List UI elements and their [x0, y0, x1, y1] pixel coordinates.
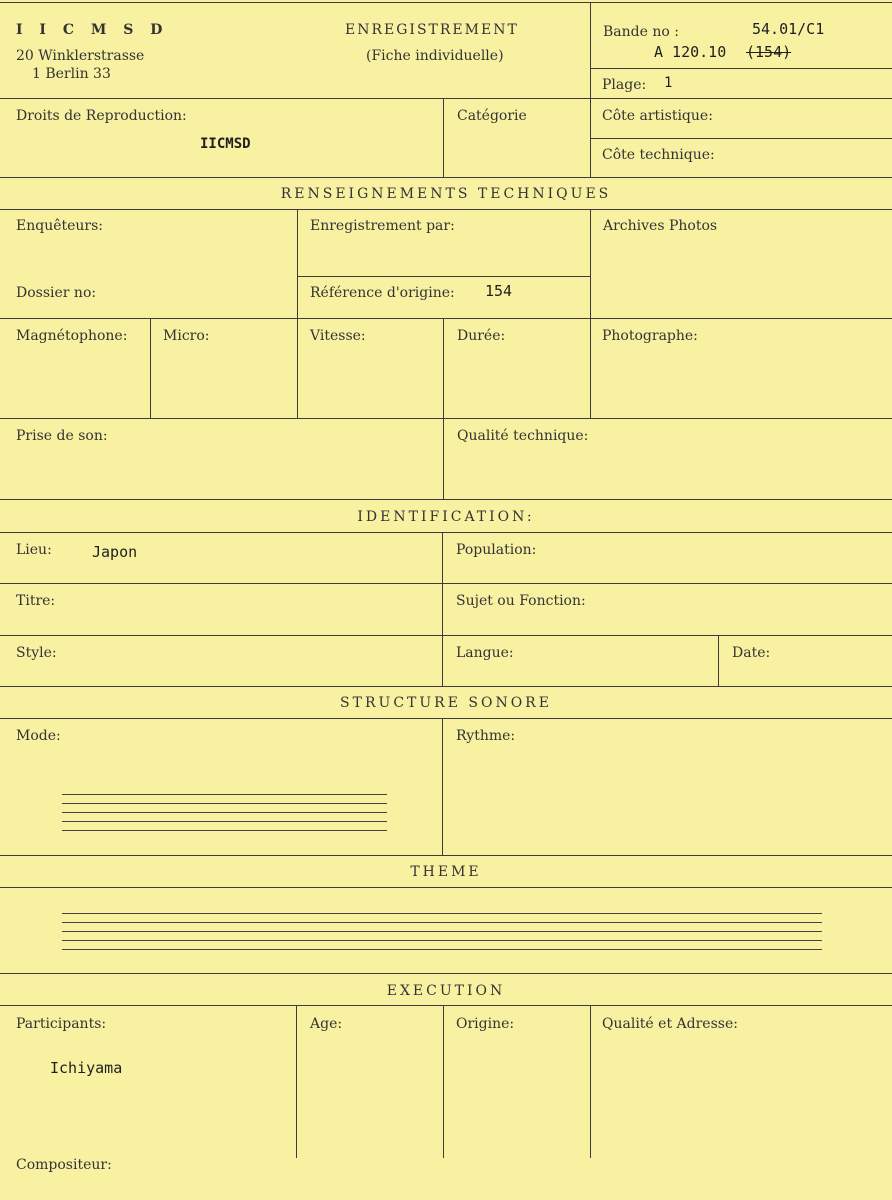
- rule-theme-bottom: [0, 973, 892, 974]
- rule-cote: [590, 138, 892, 139]
- plage-value: 1: [664, 75, 673, 91]
- top-border: [0, 2, 892, 3]
- qualite-technique-label: Qualité technique:: [457, 428, 589, 444]
- staff-line: [62, 803, 387, 804]
- rule-lieu-bottom: [0, 583, 892, 584]
- vrule-equip-1: [150, 318, 151, 418]
- staff-line: [62, 940, 822, 941]
- rule-rights-bottom: [0, 177, 892, 178]
- rule-enregistrement: [297, 276, 590, 277]
- address-line-1: 20 Winklerstrasse: [16, 48, 145, 64]
- dossier-label: Dossier no:: [16, 285, 97, 301]
- rule-ident-title: [0, 532, 892, 533]
- droits-label: Droits de Reproduction:: [16, 108, 187, 124]
- reference-label: Référence d'origine:: [310, 285, 455, 301]
- rule-plage: [590, 68, 892, 69]
- enqueteurs-label: Enquêteurs:: [16, 218, 104, 234]
- titre-label: Titre:: [16, 593, 56, 609]
- date-label: Date:: [732, 645, 771, 661]
- bande-struck-value: (154): [746, 43, 792, 61]
- style-label: Style:: [16, 645, 57, 661]
- langue-label: Langue:: [456, 645, 514, 661]
- sujet-label: Sujet ou Fonction:: [456, 593, 586, 609]
- participants-label: Participants:: [16, 1016, 107, 1032]
- section-title-identification: IDENTIFICATION:: [357, 509, 535, 525]
- vrule-exec-3: [590, 1005, 591, 1158]
- bande-value-2: A 120.10: [654, 43, 727, 61]
- droits-value: IICMSD: [200, 136, 251, 152]
- magnetophone-label: Magnétophone:: [16, 328, 128, 344]
- vrule-exec-2: [443, 1005, 444, 1158]
- cote-technique-label: Côte technique:: [602, 147, 715, 163]
- duree-label: Durée:: [457, 328, 506, 344]
- staff-line: [62, 821, 387, 822]
- population-label: Population:: [456, 542, 537, 558]
- vrule-exec-1: [296, 1005, 297, 1158]
- mode-label: Mode:: [16, 728, 61, 744]
- address-line-2: 1 Berlin 33: [32, 66, 111, 82]
- vrule-structure: [442, 718, 443, 855]
- rule-structure-title: [0, 718, 892, 719]
- qualite-adresse-label: Qualité et Adresse:: [602, 1016, 738, 1032]
- rule-theme-title: [0, 887, 892, 888]
- reference-value: 154: [485, 282, 513, 300]
- vrule-equip-2: [297, 318, 298, 418]
- age-label: Age:: [310, 1016, 343, 1032]
- vrule-equip-4: [590, 318, 591, 418]
- rule-tech-title: [0, 209, 892, 210]
- institute-logo: I I C M S D: [16, 22, 169, 38]
- bande-value-1: 54.01/C1: [752, 20, 825, 38]
- vrule-rights-1: [443, 98, 444, 177]
- vrule-ident: [442, 532, 443, 686]
- form-subtitle: (Fiche individuelle): [366, 48, 504, 64]
- rule-style-bottom: [0, 686, 892, 687]
- enregistrement-par-label: Enregistrement par:: [310, 218, 455, 234]
- categorie-label: Catégorie: [457, 108, 527, 124]
- staff-line: [62, 922, 822, 923]
- rule-titre-bottom: [0, 635, 892, 636]
- vrule-tech-2: [590, 209, 591, 318]
- archives-photos-label: Archives Photos: [603, 218, 718, 234]
- bande-label: Bande no :: [603, 24, 679, 40]
- vrule-tech-1: [297, 209, 298, 318]
- rule-dossier-bottom: [0, 318, 892, 319]
- rule-execution-title: [0, 1005, 892, 1006]
- staff-line: [62, 794, 387, 795]
- participants-value: Ichiyama: [50, 1059, 123, 1077]
- lieu-value: Japon: [92, 543, 138, 561]
- compositeur-label: Compositeur:: [16, 1157, 112, 1173]
- lieu-label: Lieu:: [16, 542, 52, 558]
- vrule-rights-2: [590, 98, 591, 177]
- section-title-execution: EXECUTION: [386, 983, 506, 999]
- vrule-date: [718, 635, 719, 686]
- rule-mode-bottom: [0, 855, 892, 856]
- rule-header-bottom: [0, 98, 892, 99]
- rythme-label: Rythme:: [456, 728, 516, 744]
- vrule-prise: [443, 418, 444, 499]
- section-title-theme: THEME: [410, 864, 482, 880]
- plage-label: Plage:: [602, 77, 647, 93]
- vrule-header: [590, 2, 591, 98]
- micro-label: Micro:: [163, 328, 210, 344]
- section-title-structure: STRUCTURE SONORE: [340, 695, 552, 711]
- vrule-equip-3: [443, 318, 444, 418]
- staff-line: [62, 949, 822, 950]
- photographe-label: Photographe:: [602, 328, 698, 344]
- rule-equipment-bottom: [0, 418, 892, 419]
- vitesse-label: Vitesse:: [310, 328, 366, 344]
- origine-label: Origine:: [456, 1016, 515, 1032]
- cote-artistique-label: Côte artistique:: [602, 108, 713, 124]
- section-title-technique: RENSEIGNEMENTS TECHNIQUES: [280, 186, 612, 202]
- staff-line: [62, 830, 387, 831]
- staff-line: [62, 913, 822, 914]
- form-title: ENREGISTREMENT: [345, 22, 519, 38]
- prise-de-son-label: Prise de son:: [16, 428, 108, 444]
- staff-line: [62, 812, 387, 813]
- staff-line: [62, 931, 822, 932]
- rule-prise-bottom: [0, 499, 892, 500]
